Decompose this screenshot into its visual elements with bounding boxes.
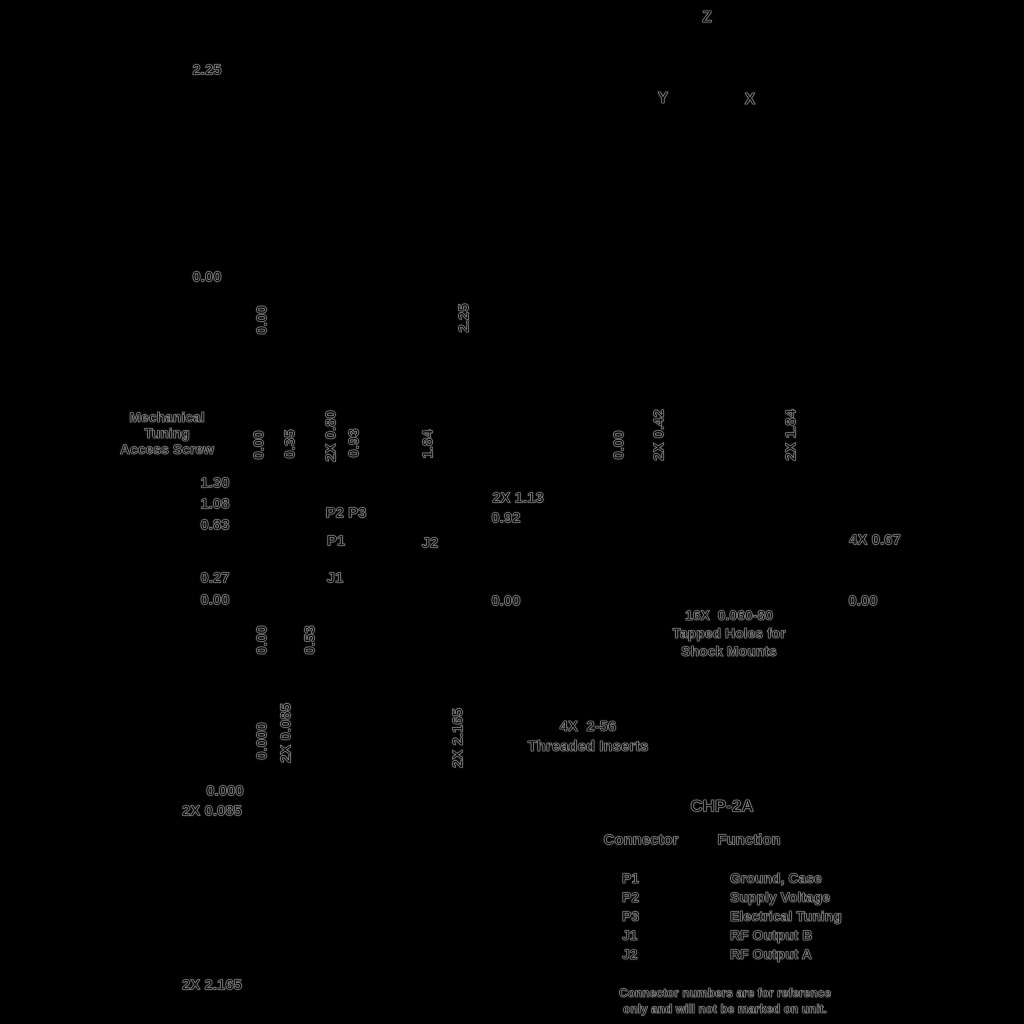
threaded-inserts-note xyxy=(528,717,649,757)
connector-callout: J2 xyxy=(421,534,439,552)
dimension-label: 0.000 xyxy=(206,782,244,800)
connector-cell: J1 xyxy=(622,926,638,943)
dimension-label: 4X 0.67 xyxy=(849,531,901,549)
function-cell: Electrical Tuning xyxy=(730,907,842,924)
note-line: Tapped Holes for xyxy=(672,625,786,641)
note-line: Tuning xyxy=(144,425,190,441)
dimension-label: 2X 0.085 xyxy=(181,802,243,820)
axis-x-label: X xyxy=(744,91,756,108)
function-cell: RF Output B xyxy=(730,926,813,943)
note-line: 4X 2-56 xyxy=(559,718,617,735)
footnote-line: only and will not be marked on unit. xyxy=(622,1002,827,1016)
table-row xyxy=(622,925,842,944)
dimension-label: 2X 0.085 xyxy=(277,702,295,764)
axis-z-label: Z xyxy=(702,9,712,26)
axis-y-label: Y xyxy=(657,90,669,107)
dimension-label: 0.35 xyxy=(281,429,299,459)
connector-cell: P3 xyxy=(622,907,640,924)
dimension-label: 2X 2.165 xyxy=(181,976,243,994)
table-row xyxy=(622,887,842,906)
table-footnote xyxy=(619,985,831,1017)
table-header-function: Function xyxy=(717,831,781,849)
note-line: Mechanical xyxy=(129,409,205,425)
table-row xyxy=(622,906,842,925)
connector-cell: P1 xyxy=(622,869,640,886)
footnote-line: Connector numbers are for reference xyxy=(618,986,832,1000)
tapped-holes-note xyxy=(672,606,785,660)
dimension-label: 0.53 xyxy=(301,625,319,655)
connector-function-table xyxy=(622,868,842,963)
dimension-label: 0.000 xyxy=(253,722,271,760)
dimension-label: 0.93 xyxy=(345,428,363,458)
table-row xyxy=(622,944,842,963)
dimension-label: 0.00 xyxy=(848,592,878,610)
dimension-label: 1.30 xyxy=(200,474,230,492)
dimension-label: 2X 2.165 xyxy=(449,707,467,769)
dimension-label: 0.00 xyxy=(192,268,222,286)
connector-callout: P1 xyxy=(326,532,346,550)
dimension-label: 2X 1.13 xyxy=(492,489,544,507)
table-header-connector: Connector xyxy=(603,831,679,849)
dimension-label: 0.00 xyxy=(250,430,268,460)
table-row xyxy=(622,868,842,887)
table-title: CHP-2A xyxy=(690,796,754,816)
connector-cell: P2 xyxy=(622,888,640,905)
dimension-label: 0.27 xyxy=(200,569,230,587)
dimension-label: 2X 0.80 xyxy=(322,410,340,462)
note-line: Threaded Inserts xyxy=(527,738,649,755)
function-cell: Supply Voltage xyxy=(730,888,831,905)
dimension-label: 0.00 xyxy=(253,625,271,655)
dimension-label: 2.25 xyxy=(192,61,222,79)
note-line: Access Screw xyxy=(119,441,215,457)
connector-callout: J1 xyxy=(326,569,344,587)
dimension-label: 2.25 xyxy=(455,303,473,333)
note-line: Shock Mounts xyxy=(681,643,777,659)
dimension-label: 0.00 xyxy=(253,305,271,335)
dimension-label: 2X 1.84 xyxy=(782,409,800,461)
mechanical-tuning-note xyxy=(120,409,214,457)
function-cell: RF Output A xyxy=(730,945,812,962)
connector-cell: J2 xyxy=(622,945,638,962)
dimension-label: 0.00 xyxy=(491,592,521,610)
dimension-label: 0.92 xyxy=(491,509,521,527)
dimension-label: 0.00 xyxy=(200,591,230,609)
function-cell: Ground, Case xyxy=(730,869,822,886)
dimension-label: 1.84 xyxy=(419,429,437,459)
dimension-label: 0.83 xyxy=(200,516,230,534)
dimension-label: 0.00 xyxy=(610,430,628,460)
connector-callout: P2 P3 xyxy=(325,504,367,522)
dimension-label: 2X 0.42 xyxy=(650,409,668,461)
note-line: 16X 0.060-80 xyxy=(685,607,773,623)
dimension-label: 1.08 xyxy=(200,495,230,513)
